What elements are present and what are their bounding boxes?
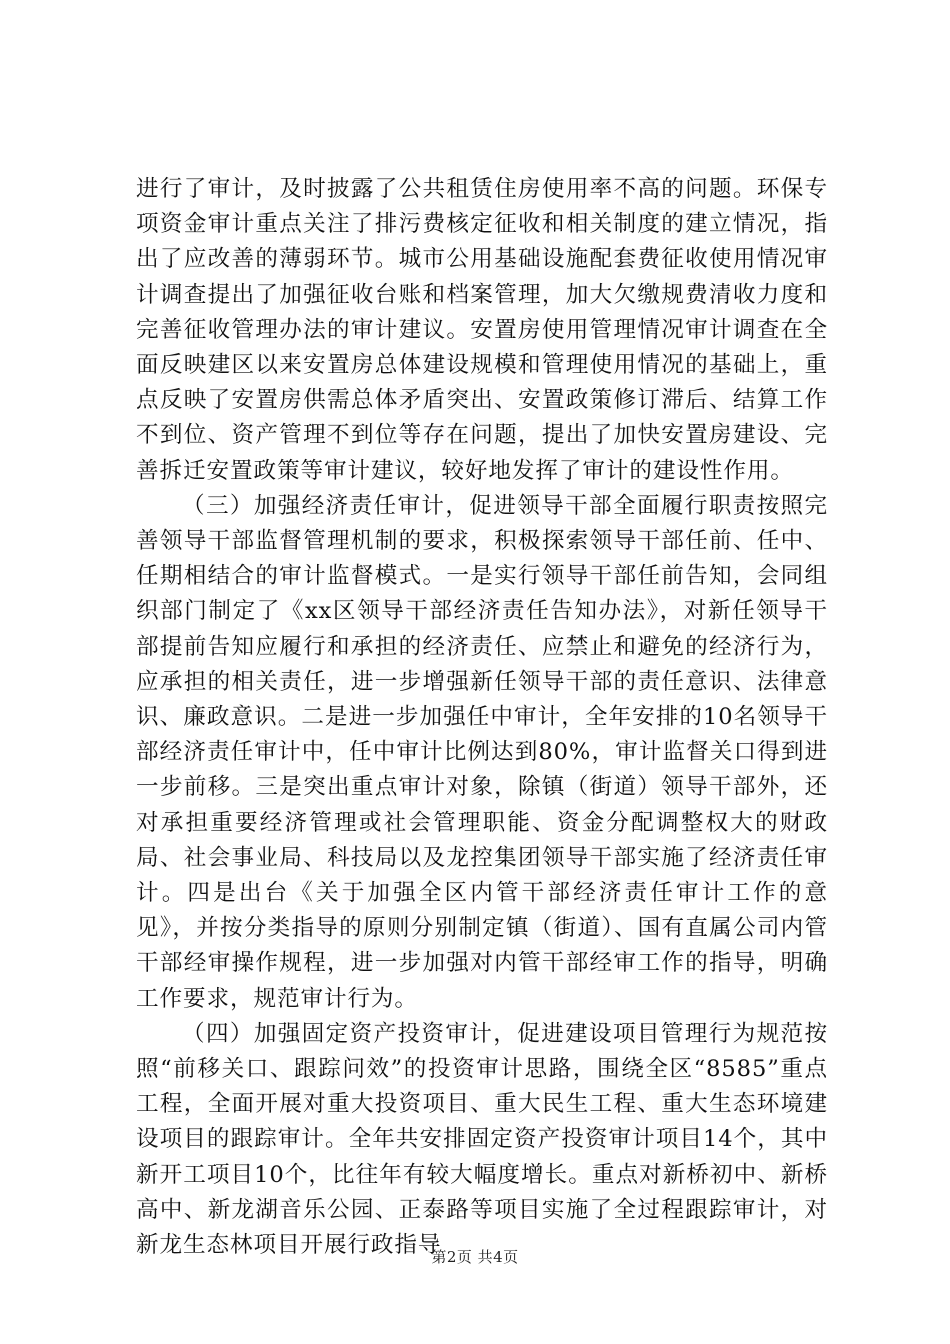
page-number: 第2页 共4页 <box>431 1248 519 1266</box>
paragraph-section-3: （三）加强经济责任审计，促进领导干部全面履行职责按照完善领导干部监督管理机制的要求，积极探索领导干部任前、任中、任期相结合的审计监督模式。一是实行领导干部任前告知，会同组织部门制定了《xx区领导干部经济责任告知办法》，对新任领导干部提前告知应履行和承担的经济责任、应禁止和避免的经济行为，应承担的相关责任，进一步增强新任领导干部的责任意识、法律意识、廉政意识。二是进一步加强任中审计，全年安排的10名领导干部经济责任审计中，任中审计比例达到80%，审计监督关口得到进一步前移。三是突出重点审计对象，除镇（街道）领导干部外，还对承担重要经济管理或社会管理职能、资金分配调整权大的财政局、社会事业局、科技局以及龙控集团领导干部实施了经济责任审计。四是出台《关于加强全区内管干部经济责任审计工作的意见》，并按分类指导的原则分别制定镇（街道）、国有直属公司内管干部经审操作规程，进一步加强对内管干部经审工作的指导，明确工作要求，规范审计行为。 <box>136 492 828 1012</box>
document-body <box>136 172 828 1263</box>
paragraph-continuation: 进行了审计，及时披露了公共租赁住房使用率不高的问题。环保专项资金审计重点关注了排污费核定征收和相关制度的建立情况，指出了应改善的薄弱环节。城市公用基础设施配套费征收使用情况审计调查提出了加强征收台账和档案管理，加大欠缴规费清收力度和完善征收管理办法的审计建议。安置房使用管理情况审计调查在全面反映建区以来安置房总体建设规模和管理使用情况的基础上，重点反映了安置房供需总体矛盾突出、安置政策修订滞后、结算工作不到位、资产管理不到位等存在问题，提出了加快安置房建设、完善拆迁安置政策等审计建议，较好地发挥了审计的建设性作用。 <box>136 176 828 484</box>
paragraph-section-4: （四）加强固定资产投资审计，促进建设项目管理行为规范按照“前移关口、跟踪问效”的投资审计思路，围绕全区“8585”重点工程，全面开展对重大投资项目、重大民生工程、重大生态环境建设项目的跟踪审计。全年共安排固定资产投资审计项目14个，其中新开工项目10个，比往年有较大幅度增长。重点对新桥初中、新桥高中、新龙湖音乐公园、正泰路等项目实施了全过程跟踪审计，对新龙生态林项目开展行政指导 <box>136 1020 828 1259</box>
